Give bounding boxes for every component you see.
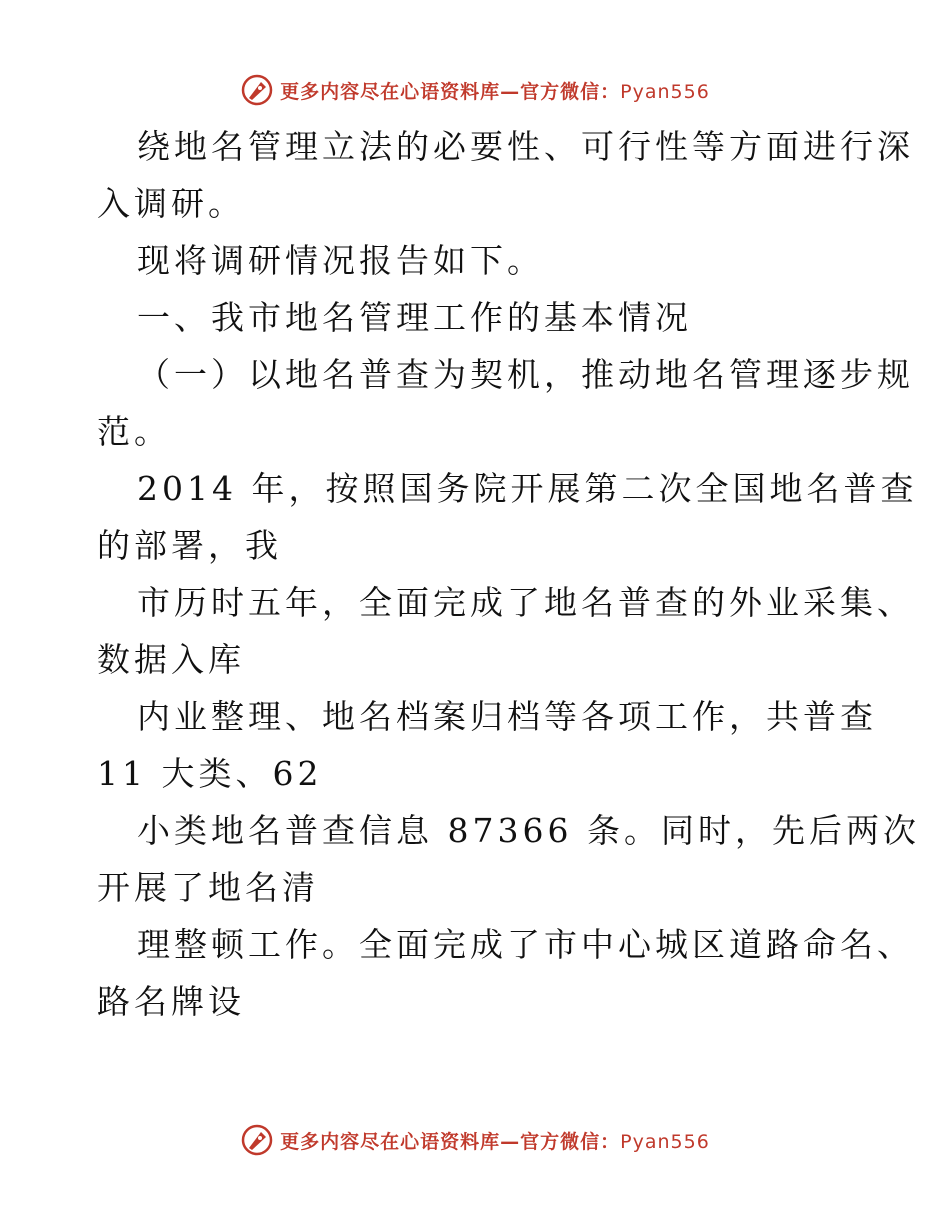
text-line: 数据入库: [97, 640, 245, 679]
text-line: 理整顿工作。全面完成了市中心城区道路命名、: [137, 925, 914, 964]
text-line: 范。: [97, 412, 171, 451]
text-line: 路名牌设: [97, 982, 245, 1021]
header-watermark-banner: [0, 70, 950, 110]
text-line: 11 大类、62: [97, 754, 323, 793]
section-heading: 一、我市地名管理工作的基本情况: [137, 298, 692, 337]
text-line: 绕地名管理立法的必要性、可行性等方面进行深: [137, 127, 914, 166]
watermark-text: 更多内容尽在心语资料库—官方微信：Pyan556: [280, 1130, 710, 1153]
pen-nib-logo-icon: [240, 1123, 274, 1157]
text-line: 入调研。: [97, 184, 245, 223]
subsection-heading: （一）以地名普查为契机，推动地名管理逐步规: [137, 355, 914, 394]
pen-nib-logo-icon: [240, 73, 274, 107]
footer-watermark-banner: [0, 1120, 950, 1160]
text-line: 现将调研情况报告如下。: [137, 241, 544, 280]
text-line: 2014 年，按照国务院开展第二次全国地名普查: [137, 469, 918, 508]
text-line: 小类地名普查信息 87366 条。同时，先后两次: [137, 811, 920, 850]
text-line: 内业整理、地名档案归档等各项工作，共普查: [137, 697, 877, 736]
text-line: 的部署，我: [97, 526, 282, 565]
document-body: [97, 118, 920, 1030]
text-line: 市历时五年，全面完成了地名普查的外业采集、: [137, 583, 914, 622]
text-line: 开展了地名清: [97, 868, 319, 907]
watermark-text: 更多内容尽在心语资料库—官方微信：Pyan556: [280, 80, 710, 103]
